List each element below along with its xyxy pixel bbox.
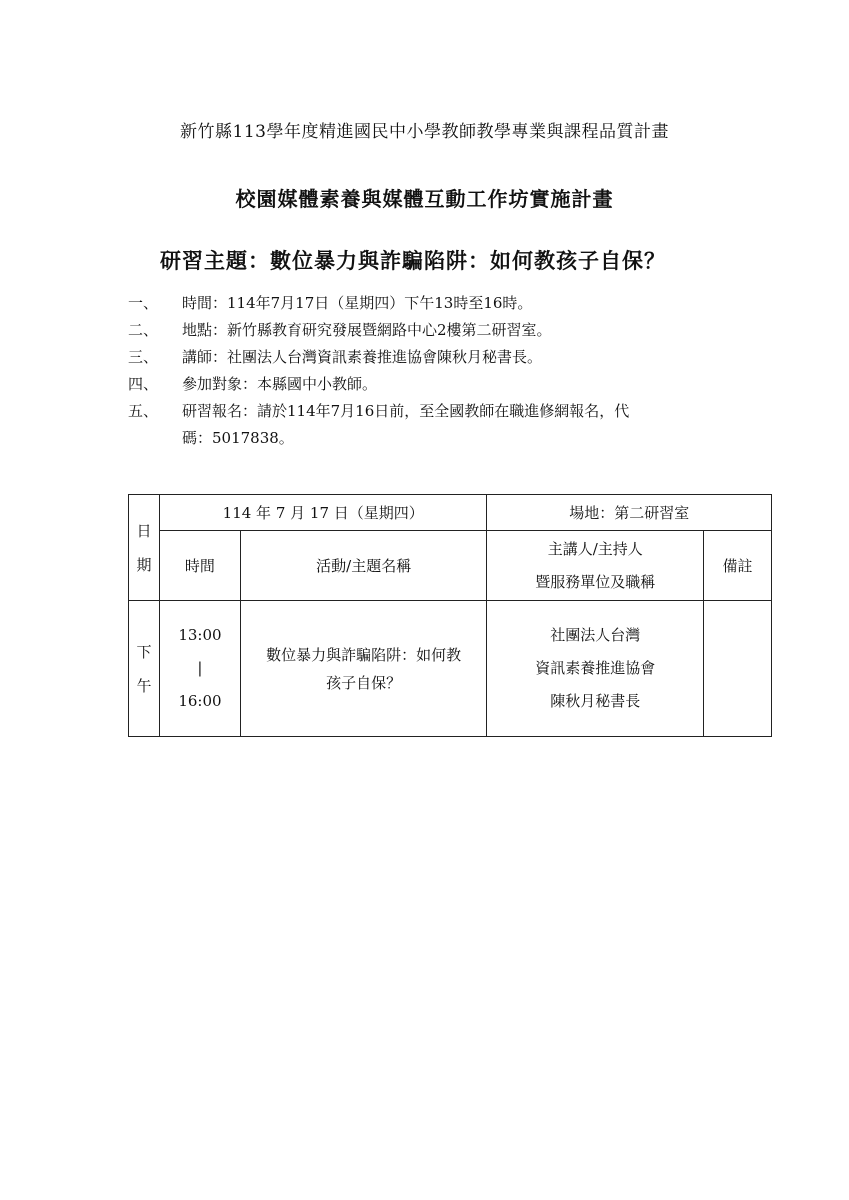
item-text: 地點：新竹縣教育研究發展暨網路中心2樓第二研習室。 bbox=[182, 321, 552, 339]
workshop-topic: 研習主題：數位暴力與詐騙陷阱：如何教孩子自保？ bbox=[160, 248, 666, 273]
item-number: 五、 bbox=[128, 402, 159, 420]
item-text: 時間：114年7月17日（星期四）下午13時至16時。 bbox=[182, 294, 533, 312]
item-number: 四、 bbox=[128, 375, 159, 393]
speaker-cell: 社團法人台灣 資訊素養推進協會 陳秋月秘書長 bbox=[487, 601, 704, 737]
item-text: 參加對象：本縣國中小教師。 bbox=[182, 375, 378, 393]
time-range-cell: 13:00 | 16:00 bbox=[159, 601, 240, 737]
info-item-time bbox=[128, 290, 748, 317]
main-title: 校園媒體素養與媒體互動工作坊實施計畫 bbox=[235, 187, 614, 211]
activity-cell: 數位暴力與詐騙陷阱：如何教 孩子自保？ bbox=[240, 601, 487, 737]
schedule-table bbox=[128, 494, 772, 737]
plan-header-line: 新竹縣113學年度精進國民中小學教師教學專業與課程品質計畫 bbox=[180, 122, 669, 142]
item-number: 三、 bbox=[128, 348, 159, 366]
table-row bbox=[129, 601, 772, 737]
table-header-row bbox=[129, 531, 772, 601]
info-item-location bbox=[128, 317, 748, 344]
remarks-header: 備註 bbox=[704, 531, 772, 601]
item-text: 研習報名：請於114年7月16日前，至全國教師在職進修網報名，代 bbox=[182, 402, 630, 420]
date-cell: 114 年 7 月 17 日（星期四） bbox=[159, 495, 487, 531]
table-row bbox=[129, 495, 772, 531]
item-number: 一、 bbox=[128, 294, 159, 312]
activity-header: 活動/主題名稱 bbox=[240, 531, 487, 601]
time-header: 時間 bbox=[159, 531, 240, 601]
date-label-cell: 日 期 bbox=[129, 495, 160, 601]
info-item-lecturer bbox=[128, 344, 748, 371]
item-text: 講師：社團法人台灣資訊素養推進協會陳秋月秘書長。 bbox=[182, 348, 543, 366]
info-list bbox=[128, 290, 748, 452]
item-text-continued: 碼：5017838。 bbox=[182, 429, 294, 447]
item-number: 二、 bbox=[128, 321, 159, 339]
speaker-header: 主講人/主持人 暨服務單位及職稱 bbox=[487, 531, 704, 601]
venue-cell: 場地：第二研習室 bbox=[487, 495, 772, 531]
info-item-registration bbox=[128, 398, 748, 452]
period-cell: 下 午 bbox=[129, 601, 160, 737]
info-item-participants bbox=[128, 371, 748, 398]
remarks-cell bbox=[704, 601, 772, 737]
